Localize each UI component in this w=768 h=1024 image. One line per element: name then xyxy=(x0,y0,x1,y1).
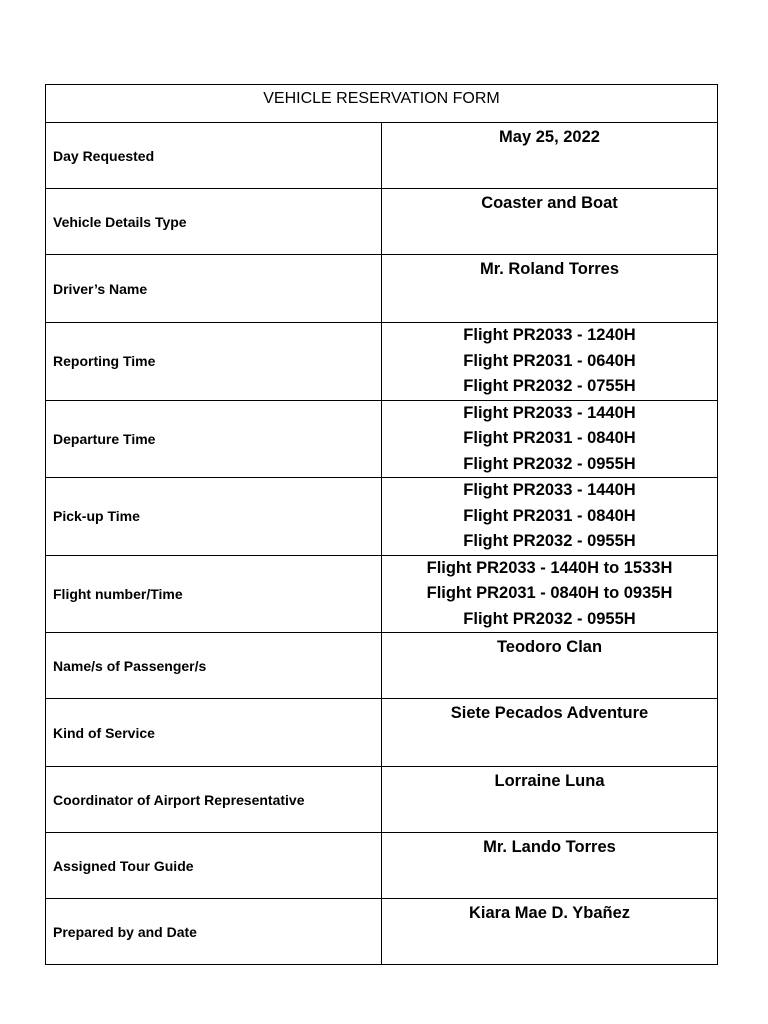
label-passenger-names: Name/s of Passenger/s xyxy=(46,633,382,699)
value-line: Flight PR2033 - 1440H xyxy=(463,481,636,499)
label-tour-guide: Assigned Tour Guide xyxy=(46,833,382,899)
value-line: Flight PR2031 - 0840H xyxy=(463,429,636,447)
form-title-row xyxy=(46,85,718,123)
value-line: Mr. Lando Torres xyxy=(483,838,616,856)
row-passenger-names xyxy=(46,633,718,699)
row-prepared-by xyxy=(46,899,718,965)
row-reporting-time xyxy=(46,323,718,401)
label-departure-time: Departure Time xyxy=(46,400,382,478)
label-kind-of-service: Kind of Service xyxy=(46,699,382,767)
value-line: Flight PR2032 - 0755H xyxy=(463,377,636,395)
label-coordinator: Coordinator of Airport Representative xyxy=(46,767,382,833)
value-departure-time xyxy=(382,400,718,478)
label-flight-number-time: Flight number/Time xyxy=(46,555,382,633)
value-day-requested xyxy=(382,123,718,189)
form-title: VEHICLE RESERVATION FORM xyxy=(46,85,718,123)
value-coordinator xyxy=(382,767,718,833)
value-line: Flight PR2031 - 0840H to 0935H xyxy=(426,584,673,602)
value-kind-of-service xyxy=(382,699,718,767)
value-line: Teodoro Clan xyxy=(496,638,603,656)
value-line: Flight PR2032 - 0955H xyxy=(463,532,636,550)
label-pick-up-time: Pick-up Time xyxy=(46,478,382,556)
row-flight-number-time xyxy=(46,555,718,633)
value-line: Flight PR2032 - 0955H xyxy=(463,609,636,628)
value-line: Flight PR2033 - 1440H to 1533H xyxy=(426,558,673,577)
value-prepared-by xyxy=(382,899,718,965)
label-vehicle-details-type: Vehicle Details Type xyxy=(46,189,382,255)
value-line: Flight PR2032 - 0955H xyxy=(463,454,636,473)
row-coordinator xyxy=(46,767,718,833)
row-pick-up-time xyxy=(46,478,718,556)
value-tour-guide xyxy=(382,833,718,899)
label-day-requested: Day Requested xyxy=(46,123,382,189)
value-line: Flight PR2031 - 0840H xyxy=(463,506,636,525)
value-line: Flight PR2031 - 0640H xyxy=(463,351,636,370)
value-passenger-names xyxy=(382,633,718,699)
label-drivers-name: Driver’s Name xyxy=(46,255,382,323)
value-line: Siete Pecados Adventure xyxy=(450,704,649,722)
vehicle-reservation-form xyxy=(45,84,718,965)
value-reporting-time xyxy=(382,323,718,401)
value-line: Lorraine Luna xyxy=(494,772,605,790)
row-vehicle-details-type xyxy=(46,189,718,255)
value-line: May 25, 2022 xyxy=(499,128,600,146)
value-flight-number-time xyxy=(382,555,718,633)
label-reporting-time: Reporting Time xyxy=(46,323,382,401)
value-line: Flight PR2033 - 1240H xyxy=(463,326,636,344)
value-line: Kiara Mae D. Ybañez xyxy=(468,904,631,922)
label-prepared-by: Prepared by and Date xyxy=(46,899,382,965)
row-drivers-name xyxy=(46,255,718,323)
value-line: Flight PR2033 - 1440H xyxy=(463,403,636,422)
row-day-requested xyxy=(46,123,718,189)
value-line: Mr. Roland Torres xyxy=(479,260,620,278)
row-kind-of-service xyxy=(46,699,718,767)
row-departure-time xyxy=(46,400,718,478)
value-drivers-name xyxy=(382,255,718,323)
value-line: Coaster and Boat xyxy=(481,194,618,212)
value-vehicle-details-type xyxy=(382,189,718,255)
row-tour-guide xyxy=(46,833,718,899)
value-pick-up-time xyxy=(382,478,718,556)
